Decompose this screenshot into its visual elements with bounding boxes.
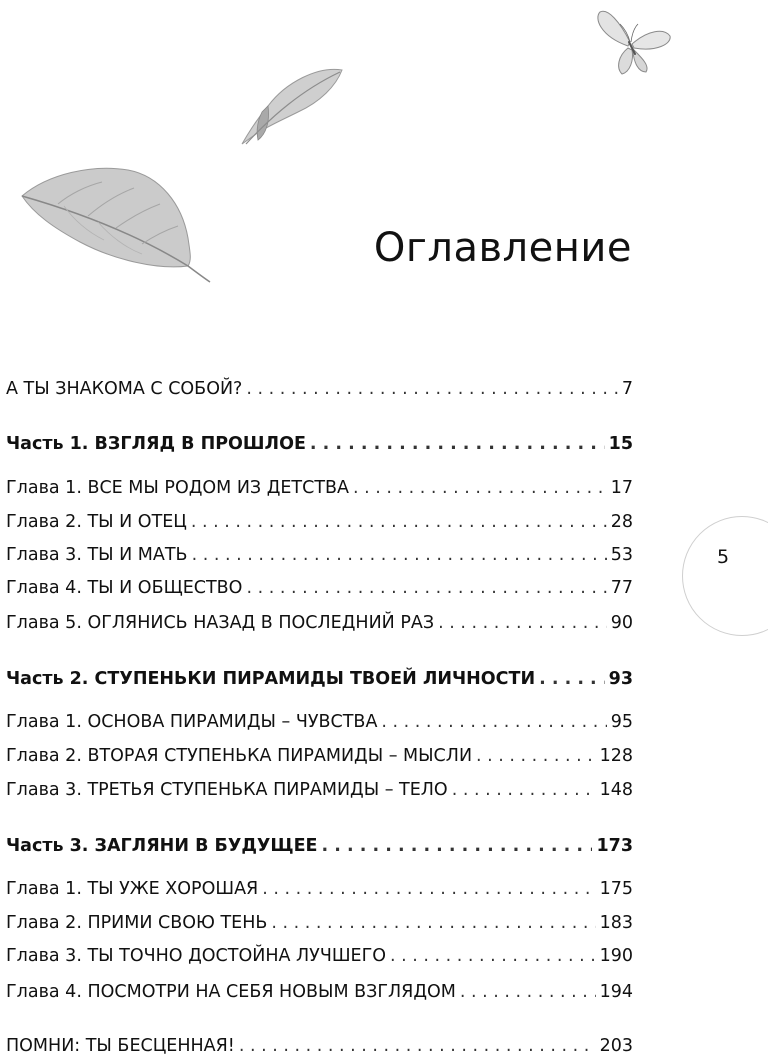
toc-chapter-page: 148 [599,780,633,800]
toc-chapter [6,510,633,534]
dot-leader [476,744,596,768]
toc-chapter-label: Глава 3. ТРЕТЬЯ СТУПЕНЬКА ПИРАМИДЫ – ТЕЛО [6,780,448,800]
toc-chapter-label: Глава 1. ВСЕ МЫ РОДОМ ИЗ ДЕТСТВА [6,478,350,498]
toc-chapter-label: Глава 2. ПРИМИ СВОЮ ТЕНЬ [6,913,268,933]
dot-leader [191,510,607,534]
toc-part-2 [6,667,633,691]
toc-chapter-label: Глава 3. ТЫ И МАТЬ [6,545,188,565]
large-leaf-illustration [18,160,214,284]
toc-chapter-page: 194 [599,982,633,1002]
toc-entry-page: 7 [621,379,633,399]
toc-part-label: Часть 1. ВЗГЛЯД В ПРОШЛОЕ [6,434,306,454]
toc-chapter [6,476,633,500]
toc-entry-label: А ТЫ ЗНАКОМА С СОБОЙ? [6,379,243,399]
toc-chapter-page: 53 [610,545,633,565]
dot-leader [246,377,618,401]
dot-leader [452,778,596,802]
toc-chapter [6,576,633,600]
dot-leader [310,432,605,456]
toc-chapter [6,744,633,768]
dot-leader [353,476,607,500]
toc-chapter [6,877,633,901]
toc-chapter-page: 95 [610,712,633,732]
small-leaf-illustration [232,60,348,152]
toc-chapter-label: Глава 3. ТЫ ТОЧНО ДОСТОЙНА ЛУЧШЕГО [6,946,387,966]
toc-chapter-label: Глава 4. ПОСМОТРИ НА СЕБЯ НОВЫМ ВЗГЛЯДОМ [6,982,456,1002]
page-number: 5 [716,546,730,568]
toc-chapter-page: 183 [599,913,633,933]
toc-entry-outro [6,1034,633,1058]
toc-chapter-label: Глава 4. ТЫ И ОБЩЕСТВО [6,578,243,598]
dot-leader [390,944,596,968]
toc-part-3 [6,834,633,858]
page-title: Оглавление [373,224,632,271]
toc-entry-label: ПОМНИ: ТЫ БЕСЦЕННАЯ! [6,1036,235,1056]
toc-chapter [6,944,633,968]
toc-part-page: 93 [608,669,633,689]
toc-chapter [6,980,633,1004]
toc-chapter [6,911,633,935]
dot-leader [262,877,595,901]
toc-entry-intro [6,377,633,401]
dot-leader [322,834,593,858]
dot-leader [381,710,606,734]
toc-chapter-page: 128 [599,746,633,766]
toc-part-page: 173 [596,836,633,856]
toc-chapter-label: Глава 2. ВТОРАЯ СТУПЕНЬКА ПИРАМИДЫ – МЫСЛИ [6,746,473,766]
dot-leader [438,611,607,635]
toc-entry-page: 203 [599,1036,633,1056]
dot-leader [539,667,605,691]
toc-chapter [6,710,633,734]
butterfly-illustration [590,2,674,78]
toc-chapter [6,611,633,635]
dot-leader [271,911,595,935]
toc-chapter [6,543,633,567]
toc-part-1 [6,432,633,456]
dot-leader [460,980,596,1004]
dot-leader [192,543,607,567]
toc-chapter-page: 190 [599,946,633,966]
toc-chapter [6,778,633,802]
toc-chapter-label: Глава 2. ТЫ И ОТЕЦ [6,512,187,532]
toc-chapter-label: Глава 5. ОГЛЯНИСЬ НАЗАД В ПОСЛЕДНИЙ РАЗ [6,613,435,633]
toc-part-label: Часть 3. ЗАГЛЯНИ В БУДУЩЕЕ [6,836,318,856]
toc-part-page: 15 [608,434,633,454]
toc-part-label: Часть 2. СТУПЕНЬКИ ПИРАМИДЫ ТВОЕЙ ЛИЧНОСТИ [6,669,536,689]
dot-leader [246,576,606,600]
toc-chapter-page: 17 [610,478,633,498]
toc-chapter-page: 90 [610,613,633,633]
toc-chapter-label: Глава 1. ТЫ УЖЕ ХОРОШАЯ [6,879,259,899]
toc-chapter-page: 175 [599,879,633,899]
page-number-circle [682,516,768,636]
toc-chapter-page: 28 [610,512,633,532]
dot-leader [239,1034,596,1058]
toc-chapter-page: 77 [610,578,633,598]
toc-chapter-label: Глава 1. ОСНОВА ПИРАМИДЫ – ЧУВСТВА [6,712,378,732]
